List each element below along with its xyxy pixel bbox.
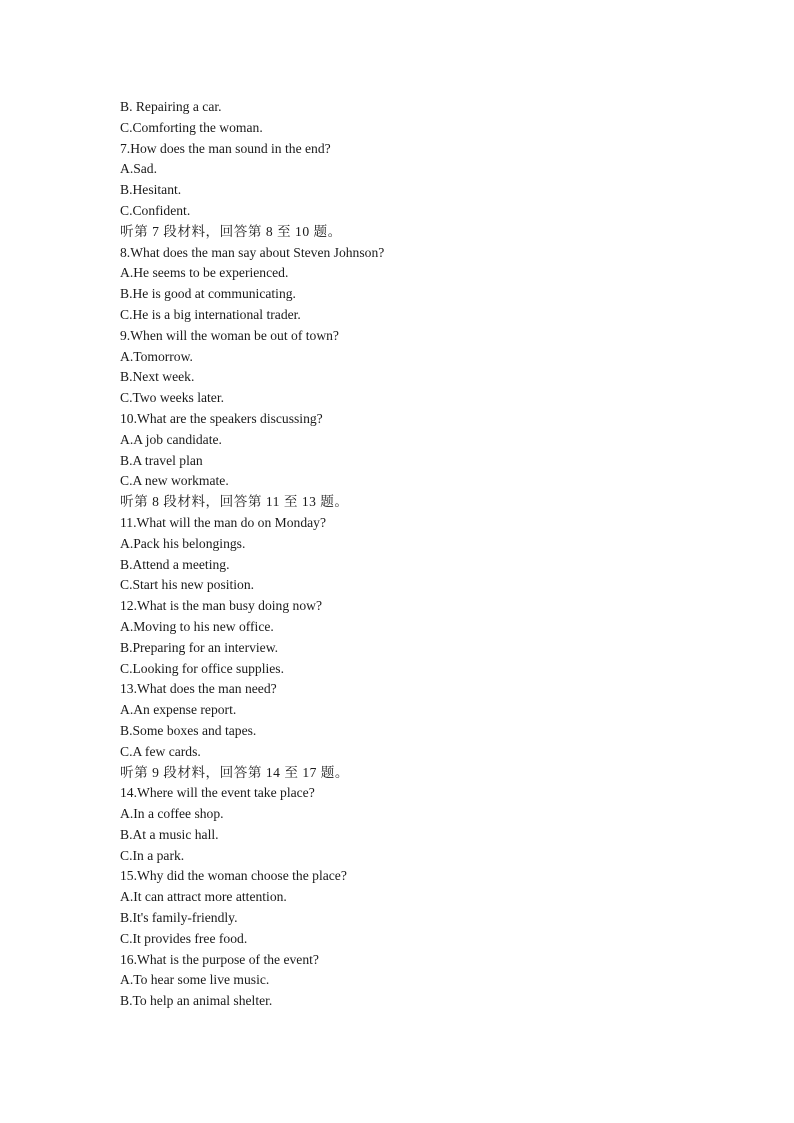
answer-option: A.Tomorrow. [120, 348, 193, 364]
answer-option: A.He seems to be experienced. [120, 265, 289, 281]
answer-option: A.An expense report. [120, 702, 237, 718]
answer-option: C.In a park. [120, 847, 185, 863]
section-instruction: 听第 9 段材料，回答第 14 至 17 题。 [120, 764, 349, 780]
answer-option: C.Comforting the woman. [120, 119, 263, 135]
answer-option: C.Confident. [120, 202, 191, 218]
answer-option: B.Attend a meeting. [120, 556, 230, 572]
answer-option: A.Pack his belongings. [120, 535, 246, 551]
section-instruction: 听第 7 段材料，回答第 8 至 10 题。 [120, 223, 342, 239]
answer-option: C.A few cards. [120, 743, 201, 759]
question-text: 16.What is the purpose of the event? [120, 951, 319, 967]
answer-option: A.Moving to his new office. [120, 618, 274, 634]
answer-option: C.A new workmate. [120, 473, 229, 489]
section-instruction: 听第 8 段材料，回答第 11 至 13 题。 [120, 494, 349, 510]
question-text: 14.Where will the event take place? [120, 785, 315, 801]
question-text: 11.What will the man do on Monday? [120, 514, 327, 530]
answer-option: B.It's family-friendly. [120, 910, 238, 926]
answer-option: C.Two weeks later. [120, 390, 224, 406]
question-text: 8.What does the man say about Steven Johnson? [120, 244, 385, 260]
answer-option: C.Start his new position. [120, 577, 255, 593]
answer-option: B.At a music hall. [120, 826, 219, 842]
answer-option: B.To help an animal shelter. [120, 993, 273, 1009]
question-text: 7.How does the man sound in the end? [120, 140, 331, 156]
answer-option: B.A travel plan [120, 452, 203, 468]
answer-option: B.He is good at communicating. [120, 286, 296, 302]
answer-option: A.To hear some live music. [120, 972, 270, 988]
answer-option: B.Next week. [120, 369, 195, 385]
question-text: 9.When will the woman be out of town? [120, 327, 339, 343]
answer-option: B.Hesitant. [120, 182, 182, 198]
answer-option: C.He is a big international trader. [120, 306, 301, 322]
answer-option: C.Looking for office supplies. [120, 660, 284, 676]
answer-option: A.A job candidate. [120, 431, 222, 447]
question-text: 12.What is the man busy doing now? [120, 598, 322, 614]
answer-option: A.Sad. [120, 161, 158, 177]
question-text: 13.What does the man need? [120, 681, 277, 697]
answer-option: B.Preparing for an interview. [120, 639, 279, 655]
answer-option: C.It provides free food. [120, 930, 248, 946]
answer-option: B.Some boxes and tapes. [120, 722, 257, 738]
answer-option: A.In a coffee shop. [120, 806, 224, 822]
question-text: 10.What are the speakers discussing? [120, 410, 323, 426]
question-text: 15.Why did the woman choose the place? [120, 868, 347, 884]
answer-option: A.It can attract more attention. [120, 889, 287, 905]
answer-option: B. Repairing a car. [120, 99, 222, 114]
question-list [120, 97, 720, 1012]
